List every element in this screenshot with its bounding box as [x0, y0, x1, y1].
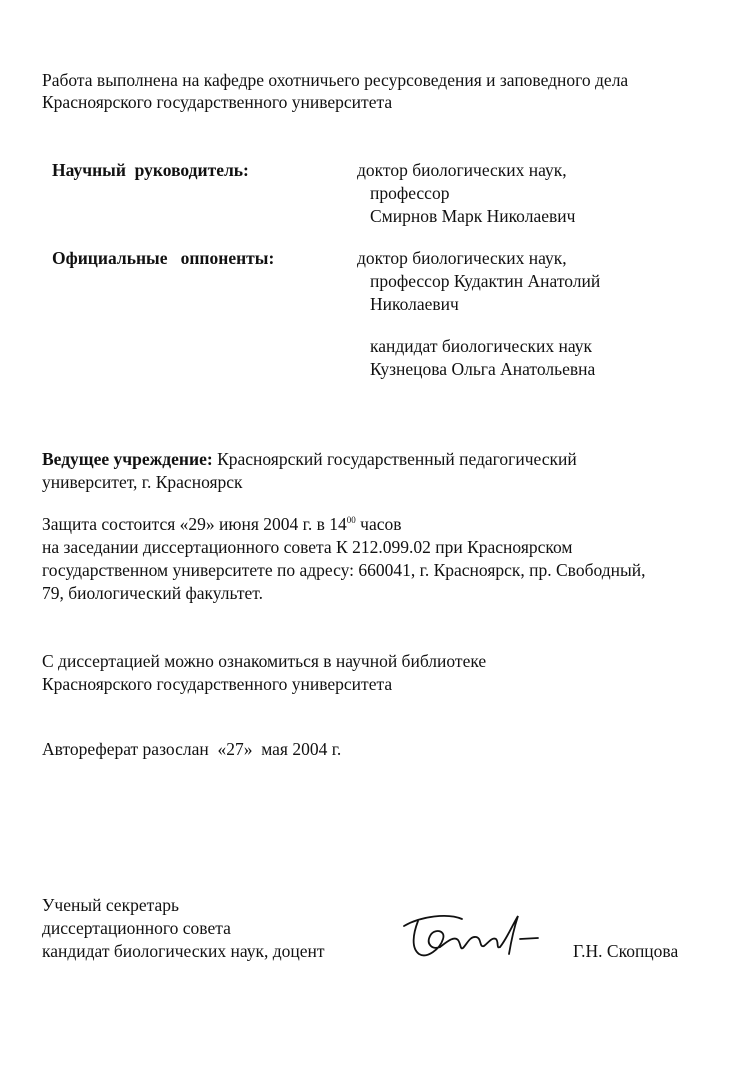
- intro-line-2: Красноярского государственного университета: [42, 92, 393, 112]
- supervisor-line-2: профессор: [370, 183, 450, 203]
- defense-line-2: на заседании диссертационного совета К 212.099.02 при Красноярском: [42, 537, 573, 557]
- opponent-second: [370, 335, 595, 381]
- defense-line-3: государственном университете по адресу: 660041, г. Красноярск, пр. Свободный,: [42, 560, 646, 580]
- defense-line-1-text: Защита состоится «29» июня 2004 г. в 14: [42, 514, 347, 534]
- opponent-second-line-1: кандидат биологических наук: [370, 336, 592, 356]
- secretary-line-1: Ученый секретарь: [42, 895, 179, 915]
- supervisor-line-3: Смирнов Марк Николаевич: [370, 206, 576, 226]
- defense-line-1: [42, 513, 646, 536]
- opponents-label: Официальные оппоненты:: [52, 248, 275, 268]
- defense-line-4: 79, биологический факультет.: [42, 583, 263, 603]
- secretary-line-3: кандидат биологических наук, доцент: [42, 941, 325, 961]
- defense-time-minutes: 00: [346, 515, 356, 525]
- secretary-name: Г.Н. Скопцова: [573, 941, 679, 961]
- supervisor-line-1: доктор биологических наук,: [357, 160, 567, 180]
- leading-line-1-text: Красноярский государственный педагогический: [212, 449, 577, 469]
- defense-line-1-end: часов: [355, 514, 402, 534]
- library-line-1: С диссертацией можно ознакомиться в научной библиотеке: [42, 651, 487, 671]
- library-line-2: Красноярского государственного университета: [42, 674, 393, 694]
- intro-block: [42, 69, 628, 113]
- opponent-first: [357, 247, 600, 316]
- signature-image: [396, 906, 546, 966]
- opponent-first-line-2: профессор Кудактин Анатолий: [370, 271, 601, 291]
- library-block: [42, 650, 486, 696]
- secretary-line-2: диссертационного совета: [42, 918, 231, 938]
- secretary-block: [42, 894, 325, 963]
- intro-line-1: Работа выполнена на кафедре охотничьего ресурсоведения и заповедного дела: [42, 70, 629, 90]
- supervisor-details: [357, 159, 575, 228]
- supervisor-label: Научный руководитель:: [52, 160, 249, 180]
- opponent-second-line-2: Кузнецова Ольга Анатольевна: [370, 359, 596, 379]
- sent-date: Автореферат разослан «27» мая 2004 г.: [42, 739, 342, 759]
- leading-line-2: университет, г. Красноярск: [42, 472, 243, 492]
- opponent-first-line-3: Николаевич: [370, 294, 459, 314]
- leading-label: Ведущее учреждение:: [42, 449, 213, 469]
- opponent-first-line-1: доктор биологических наук,: [357, 248, 567, 268]
- leading-line-1: [42, 448, 577, 471]
- leading-institution: [42, 448, 577, 494]
- defense-block: [42, 513, 646, 605]
